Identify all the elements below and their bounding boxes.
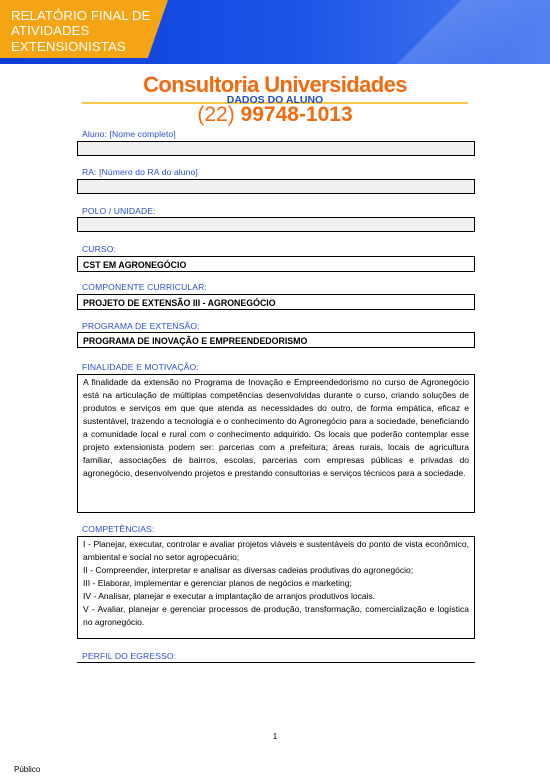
competencia-item: IV - Analisar, planejar e executar a implantação de arranjos produtivos locais.	[83, 590, 376, 601]
watermark-phone-area: (22)	[197, 103, 235, 126]
competencia-item: I - Planejar, executar, controlar e avaliar projetos viáveis e sustentáveis do ponto de vista econômico, ambiental e social no setor agropecuário;	[83, 539, 469, 562]
section-title: DADOS DO ALUNO	[226, 94, 324, 106]
competencia-item: V - Avaliar, planejar e gerenciar processos de produção, transformação, comercialização e logística no agronegócio.	[83, 603, 469, 627]
watermark-phone-number: 99748-1013	[240, 103, 353, 126]
perfil-underline	[77, 662, 475, 663]
perfil-label: PERFIL DO EGRESSO:	[82, 651, 177, 661]
competencias-label: COMPETÊNCIAS:	[82, 524, 155, 534]
aluno-field[interactable]	[77, 141, 475, 156]
report-title-line: EXTENSIONISTAS	[11, 38, 126, 54]
programa-label: PROGRAMA DE EXTENSÃO:	[82, 321, 200, 331]
header-band	[0, 0, 550, 64]
finalidade-label: FINALIDADE E MOTIVAÇÃO:	[82, 362, 199, 372]
watermark-phone	[82, 103, 468, 127]
ra-field[interactable]	[77, 179, 475, 194]
finalidade-text: A finalidade da extensão no Programa de Inovação e Empreendedorismo no curso de Agronegócio está na articulação de múltiplas competências desenvolvidas durante o curso, criando soluções de produtos e serviços em que que atenda as necessidades do outro, de forma empática, eficaz e sustentável, trazendo a tecnologia e o conhecimento do Agronegócio para a sociedade, beneficiando a comunidade local e rural com o conhecimento adquirido. Os locais que poderão contemplar esse projeto extensionista podem ser: parcerias com a prefeitura; áreas rurais, locais de agricultura familiar, associações de bairros, escolas, parcerias com empresas públicas e privadas do agronegócio, desenvolvendo projetos e prestando consultorias e serviços técnicos para a sociedade.	[77, 374, 475, 513]
curso-field[interactable]: CST EM AGRONEGÓCIO	[77, 256, 475, 272]
curso-label: CURSO:	[82, 244, 117, 254]
report-title-line: RELATÓRIO FINAL DE	[11, 8, 151, 23]
page-number: 1	[272, 732, 278, 741]
polo-field[interactable]	[77, 217, 475, 232]
programa-field[interactable]: PROGRAMA DE INOVAÇÃO E EMPREENDEDORISMO	[77, 332, 475, 348]
componente-field[interactable]: PROJETO DE EXTENSÃO III - AGRONEGÓCIO	[77, 294, 475, 310]
ra-label: RA: [Número do RA do aluno]	[82, 167, 198, 177]
polo-label: POLO / UNIDADE:	[82, 206, 156, 216]
classification-label: Público	[14, 765, 41, 774]
competencia-item: III - Elaborar, implementar e gerenciar planos de negócios e marketing;	[83, 577, 352, 588]
componente-label: COMPONENTE CURRICULAR:	[82, 282, 207, 292]
header-decoration	[330, 0, 550, 64]
report-title-line: ATIVIDADES	[11, 23, 90, 39]
aluno-label: Aluno: [Nome completo]	[82, 129, 176, 139]
watermark-brand: Consultoria Universidades	[143, 72, 407, 97]
competencias-list	[77, 536, 475, 639]
report-title	[11, 8, 161, 54]
competencia-item: II - Compreender, interpretar e analisar as diversas cadeias produtivas do agronegócio;	[83, 564, 414, 575]
